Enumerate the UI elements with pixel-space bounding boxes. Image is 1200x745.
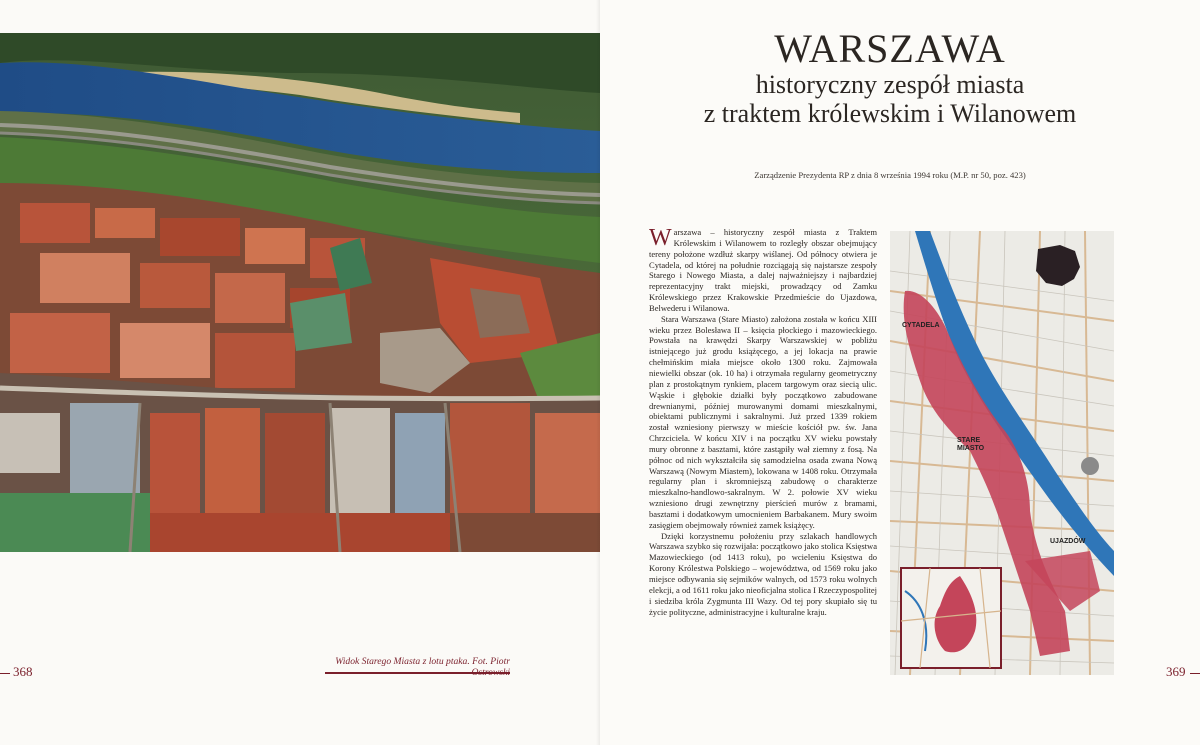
body-text	[649, 227, 877, 617]
page-number-left: 368	[13, 664, 33, 679]
drop-cap: W	[649, 225, 672, 251]
page-number-rule-left	[0, 673, 10, 674]
paragraph-1-text: arszawa – historyczny zespół miasta z Traktem Królewskim i Wilanowem to rozległy obszar obejmujący tereny położone wzdłuż skarpy wiślanej. Od północy otwiera je Cytadela, od której na południe rozciągają się najstarsze zespoły Starego i Nowego Miasta, a dalej najważniejszy i najbardziej reprezentacyjny trakt miejski, prowadzący od Zamku Królewskiego przez Krakowskie Przedmieście do Ujazdowa, Belwederu i Wilanowa.	[649, 227, 877, 313]
paragraph-3: Dzięki korzystnemu położeniu przy szlakach handlowych Warszawa szybko się rozwijała: początkowo jako stolica Księstwa Mazowieckiego (od 1413 roku), po wcieleniu Księstwa do Korony Królestwa Polskiego – województwa, od 1569 roku jako miejsce odbywania się sejmików walnych, od 1573 roku wolnych elekcji, a od 1611 roku jako nieoficjalna stolica I Rzeczypospolitej i siedziba króla Zygmunta III Wazy. Od tej pory skupiało się tu życie polityczne, administracyjne i kulturalne kraju.	[649, 530, 877, 617]
chapter-title: WARSZAWA	[774, 26, 1006, 71]
map-label-stare: STARE	[957, 437, 981, 444]
map-label-miasto: MIASTO	[957, 445, 985, 452]
chapter-subtitle-line1: historyczny zespół miasta	[755, 70, 1025, 99]
aerial-photo-old-town	[0, 33, 600, 552]
photo-caption: Widok Starego Miasta z lotu ptaka. Fot. Piotr	[335, 656, 510, 667]
heritage-area-map	[890, 231, 1114, 675]
caption-rule	[325, 672, 510, 674]
chapter-subtitle-line2: z traktem królewskim i Wilanowem	[703, 99, 1077, 128]
paragraph-1	[649, 227, 877, 314]
paragraph-2: Stara Warszawa (Stare Miasto) założona została w końcu XIII wieku przez Bolesława II – księcia płockiego i mazowieckiego. Powstała na krawędzi Skarpy Warszawskiej w pobliżu istniejącego już grodu książęcego, a jej lokacja na prawie chełmińskim miała miejsce około 1300 roku. Zajmowała niewielki obszar (ok. 10 ha) i otrzymała regularny geometryczny plan z prostokątnym rynkiem, placem targowym oraz siecią ulic. Wąskie i głębokie działki były początkowo zabudowane drewnianymi, później murowanymi domami mieszkalnymi, obiektami publicznymi i sakralnymi. Już przed 1339 rokiem został wzniesiony pierwszy w mieście kościół pw. św. Jana Chrzciciela. W końcu XIV i na początku XV wieku powstały mury obronne z basztami, które zastąpiły wał ziemny z fosą. Na północ od nich wykształciła się samodzielna osada zwana Nową Warszawą (Nowym Miastem), lokowana w 1408 roku. Otrzymała regularny plan i skromniejszą zabudowę o charakterze mieszkalno-handlowo-sakralnym. W 2. połowie XV wieku wzniesiono drugi zewnętrzny pierścień murów z bramami, basztami i dodatkowym umocnieniem Barbakanem. Mury swoim zasięgiem obejmowały również zamek książęcy.	[649, 313, 877, 530]
page-number-right: 369	[1166, 664, 1186, 679]
map-label-ujazdow: UJAZDÓW	[1050, 538, 1086, 545]
map-label-cytadela: CYTADELA	[902, 322, 940, 329]
page-number-rule-right	[1190, 673, 1200, 674]
decree-reference: Zarządzenie Prezydenta RP z dnia 8 września 1994 roku (M.P. nr 50, poz. 423)	[754, 170, 1026, 180]
chapter-title-block	[700, 28, 1080, 128]
